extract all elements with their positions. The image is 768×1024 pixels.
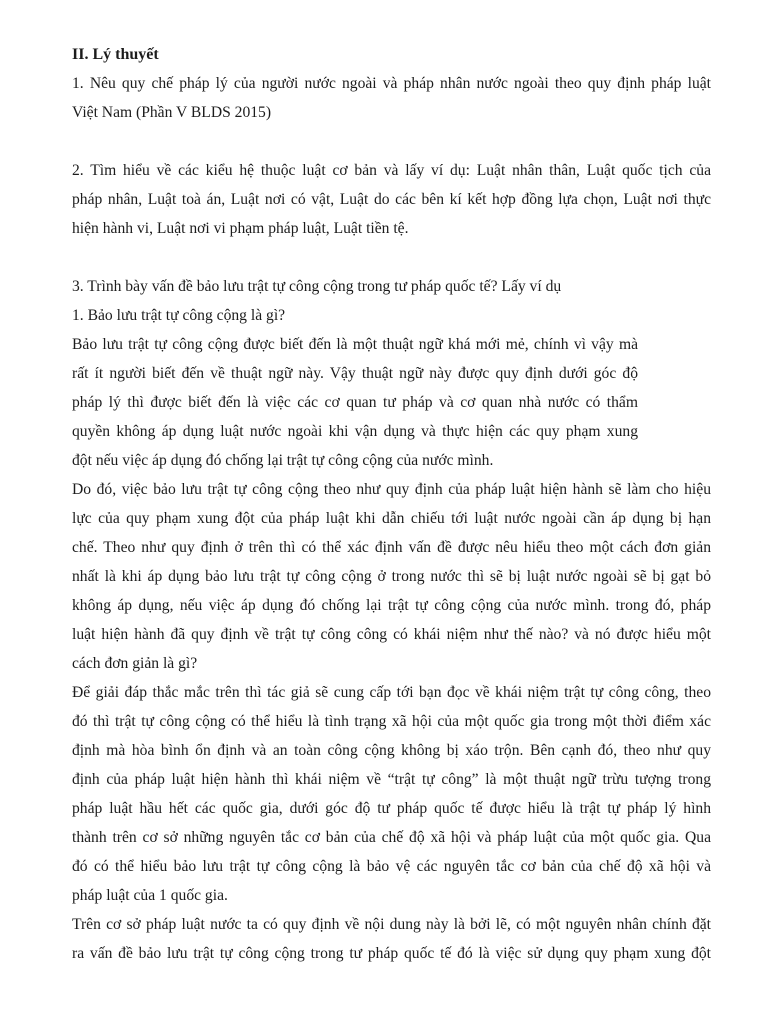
paragraph-line: rất ít người biết đến về thuật ngữ này. Vậy thuật ngữ này được quy định dưới góc độ [72,365,638,382]
paragraph-line: quyền không áp dụng luật nước ngoài khi vận dụng và thực hiện các quy phạm xung [72,423,638,440]
question-1 [72,69,711,127]
question-1-line: 1. Nêu quy chế pháp lý của người nước ngoài và pháp nhân nước ngoài theo quy định pháp luật [72,75,711,92]
paragraph-line: chế. Theo như quy định ở trên thì có thể xác định vấn đề được nêu hiểu theo một cách đơn giản [72,539,711,556]
paragraph-2 [72,475,711,678]
question-2-line: 2. Tìm hiểu về các kiểu hệ thuộc luật cơ bản và lấy ví dụ: Luật nhân thân, Luật quốc tịch của [72,162,711,179]
question-3 [72,272,711,301]
paragraph-line: ra vấn đề bảo lưu trật tự công cộng trong tư pháp quốc tế đó là việc sử dụng quy phạm xung đột [72,945,711,962]
paragraph-line: pháp lý thì được biết đến là việc các cơ quan tư pháp và cơ quan nhà nước có thẩm [72,394,638,411]
question-1-line: Việt Nam (Phần V BLDS 2015) [72,104,272,121]
paragraph-1 [72,330,638,475]
paragraph-line: đó có thể hiểu bảo lưu trật tự công cộng là bảo vệ các nguyên tắc cơ bản của chế độ xã hội và [72,858,711,875]
question-3-line: 3. Trình bày vấn đề bảo lưu trật tự công cộng trong tư pháp quốc tế? Lấy ví dụ [72,278,562,295]
paragraph-line: định của pháp luật hiện hành thì khái niệm về “trật tự công” là một thuật ngữ trừu tượng trong [72,771,711,788]
paragraph-line: đó thì trật tự công cộng có thể hiểu là tình trạng xã hội của một quốc gia trong một thời điểm xác [72,713,711,730]
paragraph-line: Do đó, việc bảo lưu trật tự công cộng theo như quy định của pháp luật hiện hành sẽ làm cho hiệu [72,481,711,498]
section-heading: II. Lý thuyết [72,46,159,63]
subsection-title-line: 1. Bảo lưu trật tự công cộng là gì? [72,307,286,324]
question-2-line: hiện hành vi, Luật nơi vi phạm pháp luật, Luật tiền tệ. [72,220,409,237]
paragraph-line: lực của quy phạm xung đột của pháp luật khi dẫn chiếu tới luật nước ngoài cần áp dụng bị hạn [72,510,711,527]
paragraph-line: định mà hòa bình ổn định và an toàn công cộng không bị xáo trộn. Bên cạnh đó, theo như quy [72,742,711,759]
subsection-title [72,301,711,330]
blank-line [72,243,711,272]
blank-line [72,127,711,156]
document-page [72,40,711,968]
paragraph-line: Trên cơ sở pháp luật nước ta có quy định về nội dung này là bởi lẽ, có một nguyên nhân chính đặt [72,916,711,933]
paragraph-4 [72,910,711,968]
question-2-line: pháp nhân, Luật toà án, Luật nơi có vật, Luật do các bên kí kết hợp đồng lựa chọn, Luật nơi thực [72,191,711,208]
paragraph-line: không áp dụng, nếu việc áp dụng đó chống lại trật tự công cộng của nước mình. trong đó, pháp [72,597,711,614]
question-2 [72,156,711,243]
paragraph-line: pháp luật của 1 quốc gia. [72,887,228,904]
paragraph-line: nhất là khi áp dụng bảo lưu trật tự công cộng ở trong nước thì sẽ bị luật nước ngoài sẽ bị gạt bỏ [72,568,711,585]
paragraph-line: đột nếu việc áp dụng đó chống lại trật tự công cộng của nước mình. [72,452,494,469]
paragraph-line: Bảo lưu trật tự công cộng được biết đến là một thuật ngữ khá mới mẻ, chính vì vậy mà [72,336,638,353]
paragraph-line: Để giải đáp thắc mắc trên thì tác giả sẽ cung cấp tới bạn đọc về khái niệm trật tự công công, theo [72,684,711,701]
paragraph-line: thành trên cơ sở những nguyên tắc cơ bản của chế độ xã hội và pháp luật của một quốc gia. Qua [72,829,711,846]
paragraph-line: pháp luật hầu hết các quốc gia, dưới góc độ tư pháp quốc tế được hiểu là trật tự pháp lý hình [72,800,711,817]
paragraph-line: luật hiện hành đã quy định về trật tự công công có khái niệm như thế nào? và nó được hiểu một [72,626,711,643]
paragraph-3 [72,678,711,910]
paragraph-line: cách đơn giản là gì? [72,655,198,672]
